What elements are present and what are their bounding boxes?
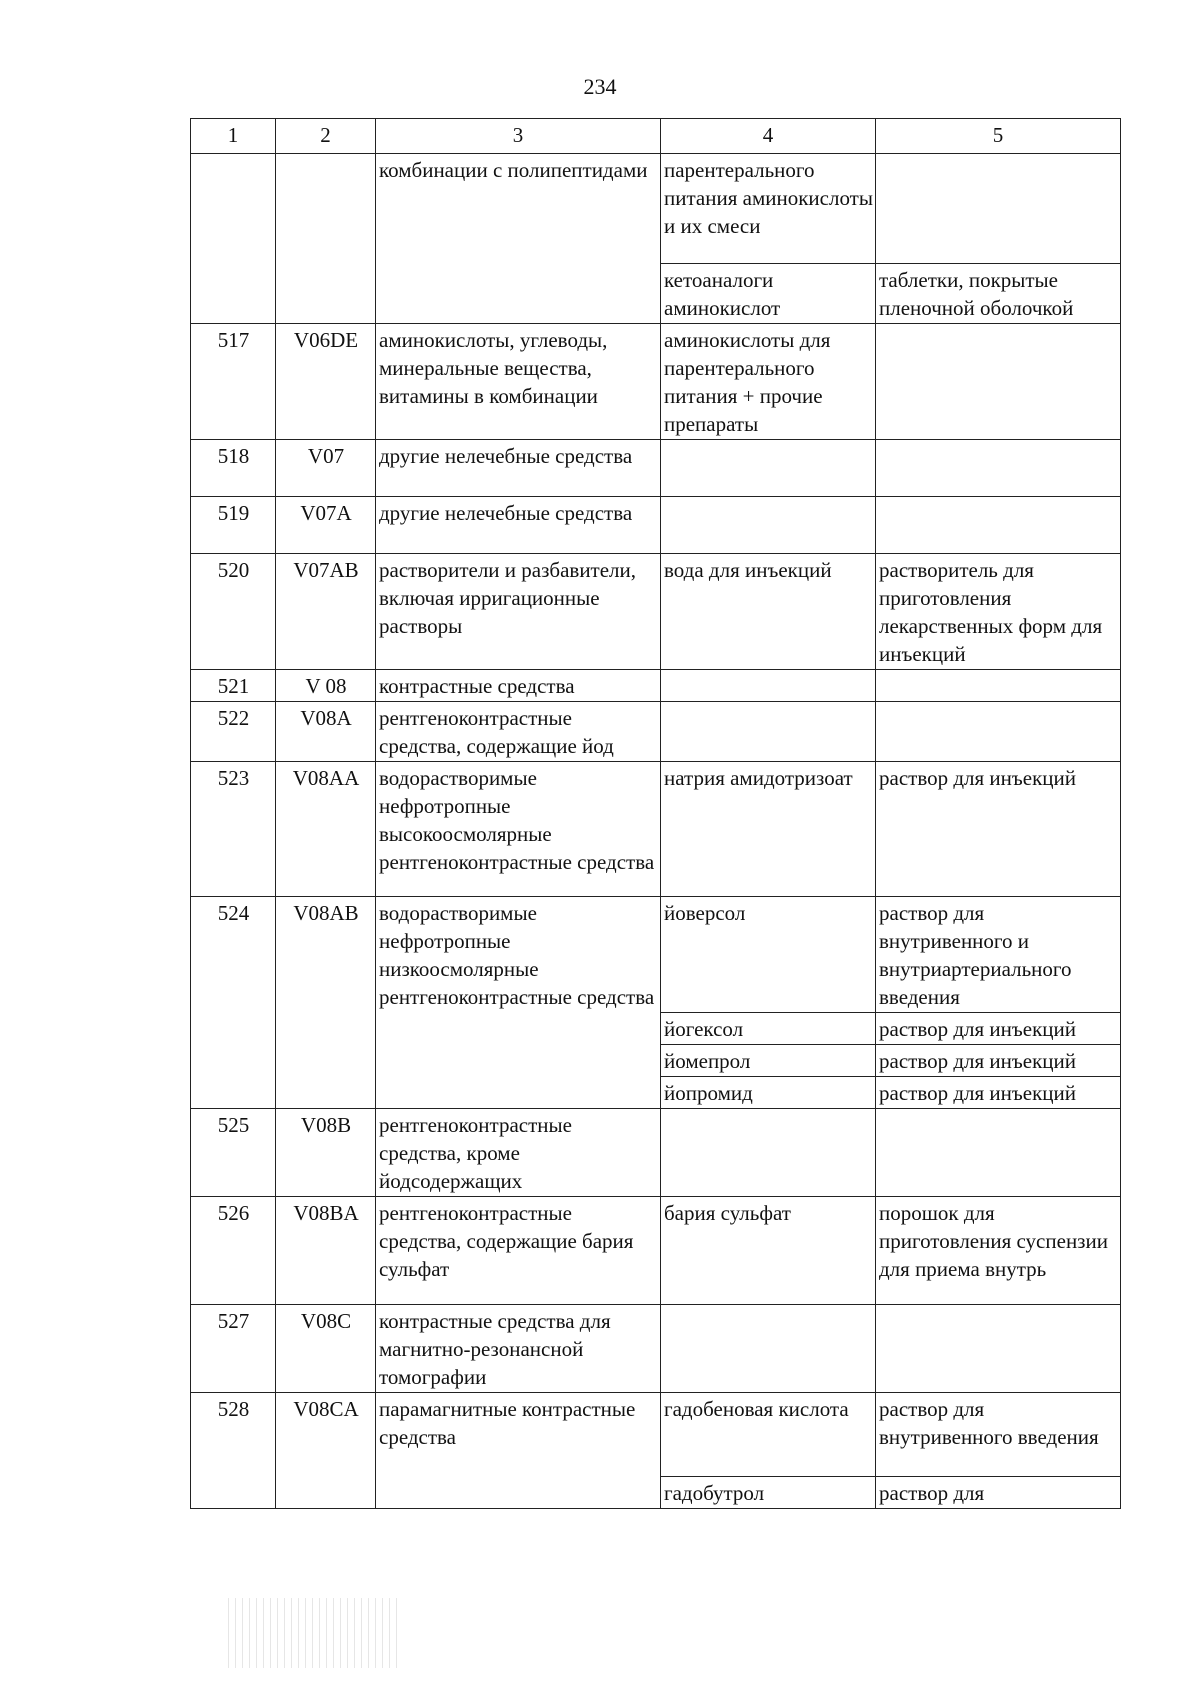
dosage-form-cell <box>876 497 1121 554</box>
row-number-cell: 526 <box>191 1197 276 1305</box>
drug-name-cell <box>661 702 876 762</box>
header-cell-2: 2 <box>276 119 376 154</box>
group-name-cell: рентгеноконтрастные средства, кроме йодсодержащих <box>376 1109 661 1197</box>
drug-name-cell: кетоаналоги аминокислот <box>661 264 876 324</box>
table-row <box>191 702 1121 762</box>
atc-code-cell: V08AA <box>276 762 376 897</box>
atc-code-cell: V08B <box>276 1109 376 1197</box>
table-row <box>191 497 1121 554</box>
dosage-form-cell <box>876 702 1121 762</box>
dosage-form-cell: раствор для <box>876 1477 1121 1509</box>
row-number-cell: 519 <box>191 497 276 554</box>
drug-name-cell: йомепрол <box>661 1045 876 1077</box>
dosage-form-cell: раствор для инъекций <box>876 762 1121 897</box>
dosage-form-cell: раствор для инъекций <box>876 1045 1121 1077</box>
dosage-form-cell: порошок для приготовления суспензии для приема внутрь <box>876 1197 1121 1305</box>
table-body <box>191 154 1121 1509</box>
group-name-cell: рентгеноконтрастные средства, содержащие йод <box>376 702 661 762</box>
dosage-form-cell: раствор для инъекций <box>876 1077 1121 1109</box>
atc-code-cell: V07 <box>276 440 376 497</box>
table-row <box>191 154 1121 264</box>
drug-name-cell: гадобеновая кислота <box>661 1393 876 1477</box>
group-name-cell: рентгеноконтрастные средства, содержащие бария сульфат <box>376 1197 661 1305</box>
table-row <box>191 762 1121 897</box>
drug-name-cell: гадобутрол <box>661 1477 876 1509</box>
dosage-form-cell: раствор для внутривенного введения <box>876 1393 1121 1477</box>
row-number-cell: 528 <box>191 1393 276 1509</box>
drug-name-cell: йопромид <box>661 1077 876 1109</box>
row-number-cell: 523 <box>191 762 276 897</box>
atc-code-cell: V07AB <box>276 554 376 670</box>
dosage-form-cell <box>876 1109 1121 1197</box>
scan-artifact <box>228 1598 398 1668</box>
dosage-form-cell: раствор для внутривенного и внутриартериального введения <box>876 897 1121 1013</box>
drug-name-cell <box>661 497 876 554</box>
atc-code-cell: V08C <box>276 1305 376 1393</box>
group-name-cell: контрастные средства <box>376 670 661 702</box>
header-cell-3: 3 <box>376 119 661 154</box>
drug-name-cell: йогексол <box>661 1013 876 1045</box>
dosage-form-cell <box>876 440 1121 497</box>
dosage-form-cell: раствор для инъекций <box>876 1013 1121 1045</box>
atc-code-cell: V08AB <box>276 897 376 1109</box>
dosage-form-cell <box>876 324 1121 440</box>
atc-code-cell: V08BA <box>276 1197 376 1305</box>
group-name-cell: водорастворимые нефротропные высокоосмолярные рентгеноконтрастные средства <box>376 762 661 897</box>
row-number-cell: 521 <box>191 670 276 702</box>
table-row <box>191 440 1121 497</box>
row-number-cell: 520 <box>191 554 276 670</box>
group-name-cell: комбинации с полипептидами <box>376 154 661 324</box>
medicines-table <box>190 118 1121 1509</box>
table-row <box>191 1109 1121 1197</box>
row-number-cell: 524 <box>191 897 276 1109</box>
group-name-cell: водорастворимые нефротропные низкоосмолярные рентгеноконтрастные средства <box>376 897 661 1109</box>
group-name-cell: аминокислоты, углеводы, минеральные вещества, витамины в комбинации <box>376 324 661 440</box>
drug-name-cell: натрия амидотризоат <box>661 762 876 897</box>
drug-name-cell: йоверсол <box>661 897 876 1013</box>
row-number-cell: 518 <box>191 440 276 497</box>
drug-name-cell: бария сульфат <box>661 1197 876 1305</box>
table-row <box>191 1197 1121 1305</box>
table-row <box>191 1305 1121 1393</box>
header-row <box>191 119 1121 154</box>
atc-code-cell: V06DE <box>276 324 376 440</box>
table-row <box>191 554 1121 670</box>
header-cell-4: 4 <box>661 119 876 154</box>
drug-name-cell: парентерального питания аминокислоты и их смеси <box>661 154 876 264</box>
dosage-form-cell <box>876 670 1121 702</box>
group-name-cell: контрастные средства для магнитно-резонансной томографии <box>376 1305 661 1393</box>
dosage-form-cell: таблетки, покрытые пленочной оболочкой <box>876 264 1121 324</box>
atc-code-cell: V07A <box>276 497 376 554</box>
dosage-form-cell <box>876 154 1121 264</box>
atc-code-cell: V 08 <box>276 670 376 702</box>
group-name-cell: другие нелечебные средства <box>376 497 661 554</box>
drug-name-cell <box>661 1305 876 1393</box>
row-number-cell: 522 <box>191 702 276 762</box>
drug-name-cell: вода для инъекций <box>661 554 876 670</box>
table-row <box>191 670 1121 702</box>
drug-name-cell <box>661 440 876 497</box>
drug-name-cell <box>661 670 876 702</box>
table-row <box>191 1393 1121 1477</box>
drug-name-cell: аминокислоты для парентерального питания + прочие препараты <box>661 324 876 440</box>
row-number-cell <box>191 154 276 324</box>
drug-name-cell <box>661 1109 876 1197</box>
group-name-cell: парамагнитные контрастные средства <box>376 1393 661 1509</box>
table-row <box>191 324 1121 440</box>
group-name-cell: растворители и разбавители, включая ирригационные растворы <box>376 554 661 670</box>
header-cell-5: 5 <box>876 119 1121 154</box>
atc-code-cell: V08A <box>276 702 376 762</box>
row-number-cell: 525 <box>191 1109 276 1197</box>
group-name-cell: другие нелечебные средства <box>376 440 661 497</box>
page-number: 234 <box>583 74 617 99</box>
dosage-form-cell: растворитель для приготовления лекарственных форм для инъекций <box>876 554 1121 670</box>
table-row <box>191 897 1121 1013</box>
atc-code-cell <box>276 154 376 324</box>
atc-code-cell: V08CA <box>276 1393 376 1509</box>
header-cell-1: 1 <box>191 119 276 154</box>
row-number-cell: 517 <box>191 324 276 440</box>
dosage-form-cell <box>876 1305 1121 1393</box>
row-number-cell: 527 <box>191 1305 276 1393</box>
